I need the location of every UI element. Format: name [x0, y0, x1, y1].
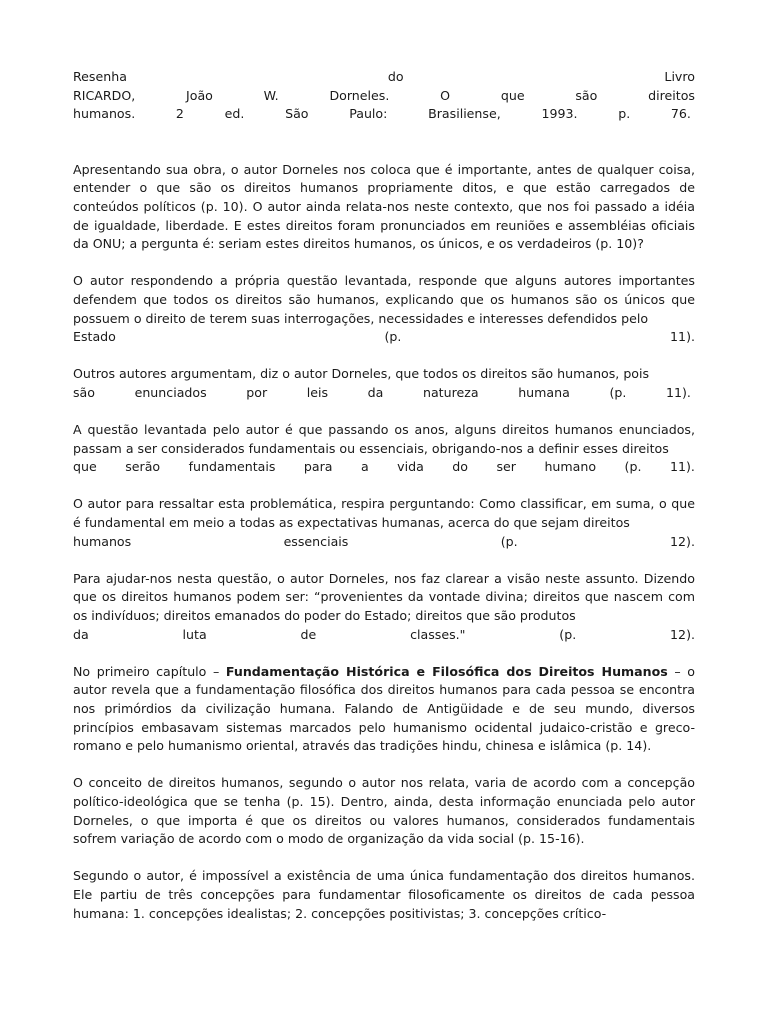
- word: do: [452, 459, 468, 475]
- word: p.: [618, 106, 631, 122]
- word: 12).: [670, 533, 695, 549]
- paragraph-2-body: O autor respondendo a própria questão levantada, responde que alguns autores importantes defendem que todos os direitos são humanos, explicando que os humanos são os únicos que possuem o direito de terem suas interrogações, necessidades e interesses defendidos pelo: [73, 273, 695, 326]
- word: humanos.: [73, 106, 136, 122]
- chapter-title: Fundamentação Histórica e Filosófica dos Direitos Humanos: [225, 663, 668, 679]
- paragraph-7-body: – o autor revela que a fundamentação filosófica dos direitos humanos para cada pessoa se encontra nos primórdios da civilização humana. Falando de Antigüidade e de seu mundo, diversos princípios embasavam sistemas marcados pelo humanismo ocidental judaico-cristão e greco-romano e pelo humanismo oriental, através das tradições hindu, chinesa e islâmica (p. 14).: [73, 663, 695, 754]
- header-line-1: [73, 68, 695, 87]
- word: 11).: [670, 329, 695, 345]
- word: enunciados: [134, 384, 207, 400]
- word: natureza: [422, 384, 479, 400]
- word: (p.: [609, 384, 627, 400]
- word: O: [440, 87, 451, 103]
- paragraph-5-last-line: [73, 533, 695, 552]
- word: 11).: [665, 384, 691, 400]
- word: por: [246, 384, 268, 400]
- word: Dorneles.: [329, 87, 390, 103]
- word: luta: [182, 626, 207, 642]
- word: que: [73, 459, 97, 475]
- paragraph-4: [73, 421, 695, 477]
- word: São: [285, 106, 309, 122]
- paragraph-5-body: O autor para ressaltar esta problemática, respira perguntando: Como classificar, em suma, o que é fundamental em meio a todas as expectativas humanas, acerca do que sejam direitos: [73, 496, 695, 531]
- word: que: [500, 87, 525, 103]
- word: do: [387, 69, 404, 84]
- word: humana: [518, 384, 570, 400]
- word: são: [73, 384, 95, 400]
- word: 1993.: [541, 106, 578, 122]
- word: Brasiliense,: [428, 106, 501, 122]
- word: essenciais: [283, 533, 349, 549]
- paragraph-7: [73, 663, 695, 756]
- word: 12).: [670, 626, 695, 642]
- word: Resenha: [73, 69, 127, 84]
- paragraph-6: [73, 570, 695, 644]
- paragraph-4-body: A questão levantada pelo autor é que passando os anos, alguns direitos humanos enunciados, passam a ser considerados fundamentais ou essenciais, obrigando-nos a definir esses direitos: [73, 422, 695, 456]
- word: 76.: [670, 106, 691, 122]
- word: leis: [306, 384, 329, 400]
- paragraph-6-body: Para ajudar-nos nesta questão, o autor Dorneles, nos faz clarear a visão neste assunto. Dizendo que os direitos humanos podem ser: “provenientes da vontade divina; direitos que nascem com os indivíduos; direitos emanados do poder do Estado; direitos que são produtos: [73, 570, 695, 624]
- citation-header: [73, 68, 695, 124]
- word: humano: [544, 459, 597, 475]
- paragraph-6-last-line: [73, 626, 695, 645]
- word: (p.: [559, 626, 577, 642]
- paragraph-4-last-line: [73, 458, 695, 477]
- header-line-2: [73, 87, 695, 106]
- word: Paulo:: [349, 106, 388, 122]
- word: direitos: [648, 87, 695, 103]
- header-line-3: [73, 105, 695, 124]
- word: humanos: [73, 533, 132, 549]
- paragraph-2-last-line: [73, 328, 695, 347]
- paragraph-1: Apresentando sua obra, o autor Dorneles nos coloca que é importante, antes de qualquer coisa, entender o que são os direitos humanos propriamente ditos, e que estão carregados de conteúdos políticos (p. 10). O autor ainda relata-nos neste contexto, que nos foi passado a idéia de igualdade, liberdade. E estes direitos foram pronunciados em reuniões e assembléias oficiais da ONU; a pergunta é: seriam estes direitos humanos, os únicos, e os verdadeiros (p. 10)?: [73, 161, 695, 252]
- paragraph-3-body: Outros autores argumentam, diz o autor Dorneles, que todos os direitos são humanos, pois: [73, 366, 650, 382]
- paragraph-8: O conceito de direitos humanos, segundo o autor nos relata, varia de acordo com a concepção político-ideológica que se tenha (p. 15). Dentro, ainda, desta informação enunciada pelo autor Dorneles, o que importa é que os direitos ou valores humanos, considerados fundamentais sofrem variação de acordo com o modo de organização da vida social (p. 15-16).: [73, 775, 695, 847]
- word: 11).: [669, 459, 695, 475]
- word: (p.: [500, 533, 518, 549]
- paragraph-2: [73, 272, 695, 346]
- word: (p.: [384, 329, 402, 345]
- word: classes.": [410, 626, 466, 642]
- paragraph-9: Segundo o autor, é impossível a existência de uma única fundamentação dos direitos humanos. Ele partiu de três concepções para fundamentar filosoficamente os direitos de cada pessoa humana: 1. concepções idealistas; 2. concepções positivistas; 3. concepções crítico-: [73, 868, 695, 921]
- paragraph-5: [73, 495, 695, 551]
- word: da: [367, 384, 384, 400]
- word: de: [300, 626, 317, 642]
- word: são: [575, 87, 598, 103]
- word: Livro: [664, 69, 695, 84]
- word: (p.: [624, 459, 642, 475]
- word: vida: [397, 459, 424, 475]
- word: serão: [125, 459, 161, 475]
- word: da: [73, 626, 89, 642]
- word: ser: [496, 459, 516, 475]
- word: 2: [175, 106, 184, 122]
- word: W.: [263, 87, 279, 103]
- word: Estado: [73, 329, 116, 345]
- word: RICARDO,: [73, 87, 136, 103]
- paragraph-3-last-line: [73, 384, 695, 403]
- word: a: [360, 459, 369, 475]
- word: fundamentais: [188, 459, 276, 475]
- word: para: [303, 459, 333, 475]
- word: ed.: [224, 106, 245, 122]
- paragraph-7-intro: No primeiro capítulo –: [73, 663, 226, 679]
- paragraph-3: [73, 365, 695, 402]
- word: João: [186, 87, 213, 103]
